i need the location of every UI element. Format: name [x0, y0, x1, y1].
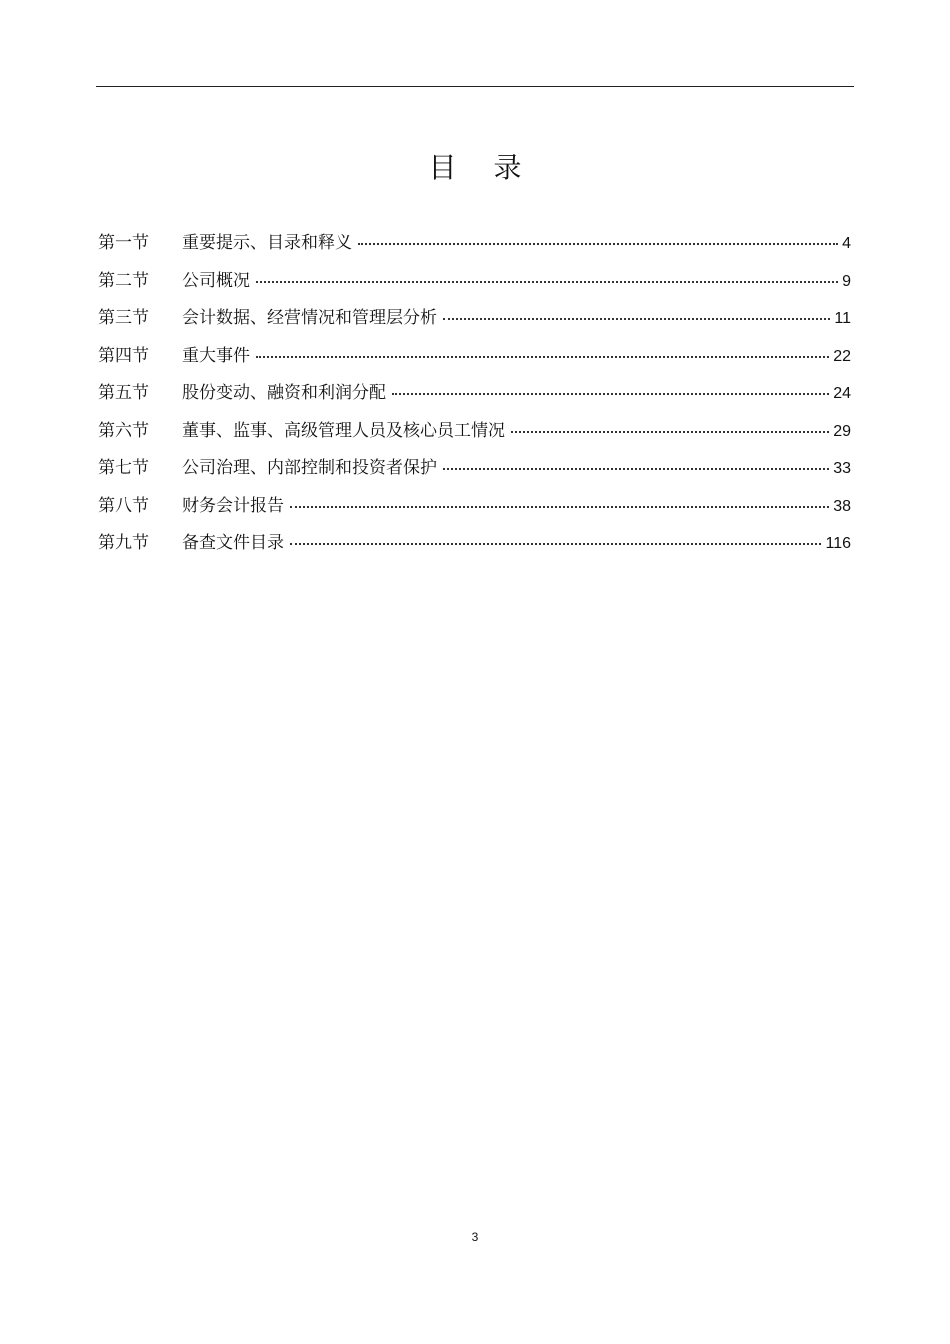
toc-section-title: 重大事件: [182, 345, 250, 366]
toc-dot-leader: [358, 243, 838, 245]
toc-section-title: 公司治理、内部控制和投资者保护: [182, 458, 437, 478]
toc-page-number: 29: [833, 422, 851, 440]
toc-dot-leader: [290, 543, 821, 545]
toc-section-title: 会计数据、经营情况和管理层分析: [182, 308, 437, 328]
toc-page-number: 11: [834, 310, 851, 327]
toc-page-number: 24: [833, 385, 851, 402]
toc-section-number: 第九节: [98, 533, 149, 553]
toc-entry[interactable]: [98, 528, 851, 566]
toc-section-number: 第三节: [98, 308, 149, 328]
toc-entry[interactable]: [98, 303, 851, 341]
toc-section-number: 第六节: [98, 420, 149, 441]
toc-dot-leader: [443, 468, 829, 470]
toc-dot-leader: [511, 431, 829, 433]
toc-dot-leader: [290, 506, 829, 508]
toc-page-number: 4: [842, 235, 851, 252]
toc-section-title: 重要提示、目录和释义: [182, 233, 352, 253]
toc-dot-leader: [256, 281, 838, 283]
toc-entry[interactable]: [98, 378, 851, 416]
table-of-contents: [98, 228, 851, 566]
toc-section-number: 第四节: [98, 345, 149, 366]
toc-dot-leader: [443, 318, 830, 320]
toc-page-number: 9: [842, 272, 851, 290]
toc-section-title: 备查文件目录: [182, 533, 284, 553]
toc-section-number: 第七节: [98, 458, 149, 478]
toc-section-number: 第二节: [98, 270, 149, 291]
toc-entry[interactable]: [98, 453, 851, 491]
footer-page-number: 3: [471, 1230, 479, 1244]
toc-entry[interactable]: [98, 341, 851, 379]
toc-section-title: 财务会计报告: [182, 495, 284, 516]
toc-section-title: 公司概况: [182, 270, 250, 291]
toc-section-number: 第一节: [98, 233, 149, 253]
toc-entry[interactable]: [98, 266, 851, 304]
toc-page-number: 116: [825, 535, 851, 552]
toc-entry[interactable]: [98, 491, 851, 529]
page-title: 目 录: [428, 151, 536, 184]
toc-section-number: 第五节: [98, 383, 149, 403]
toc-section-title: 董事、监事、高级管理人员及核心员工情况: [182, 420, 505, 441]
toc-entry[interactable]: [98, 416, 851, 454]
toc-dot-leader: [256, 356, 829, 358]
toc-entry[interactable]: [98, 228, 851, 266]
toc-page-number: 22: [833, 347, 851, 365]
toc-section-title: 股份变动、融资和利润分配: [182, 383, 386, 403]
header-rule: [96, 86, 854, 87]
toc-page-number: 38: [833, 497, 851, 515]
toc-page-number: 33: [833, 460, 851, 477]
toc-dot-leader: [392, 393, 829, 395]
toc-section-number: 第八节: [98, 495, 149, 516]
